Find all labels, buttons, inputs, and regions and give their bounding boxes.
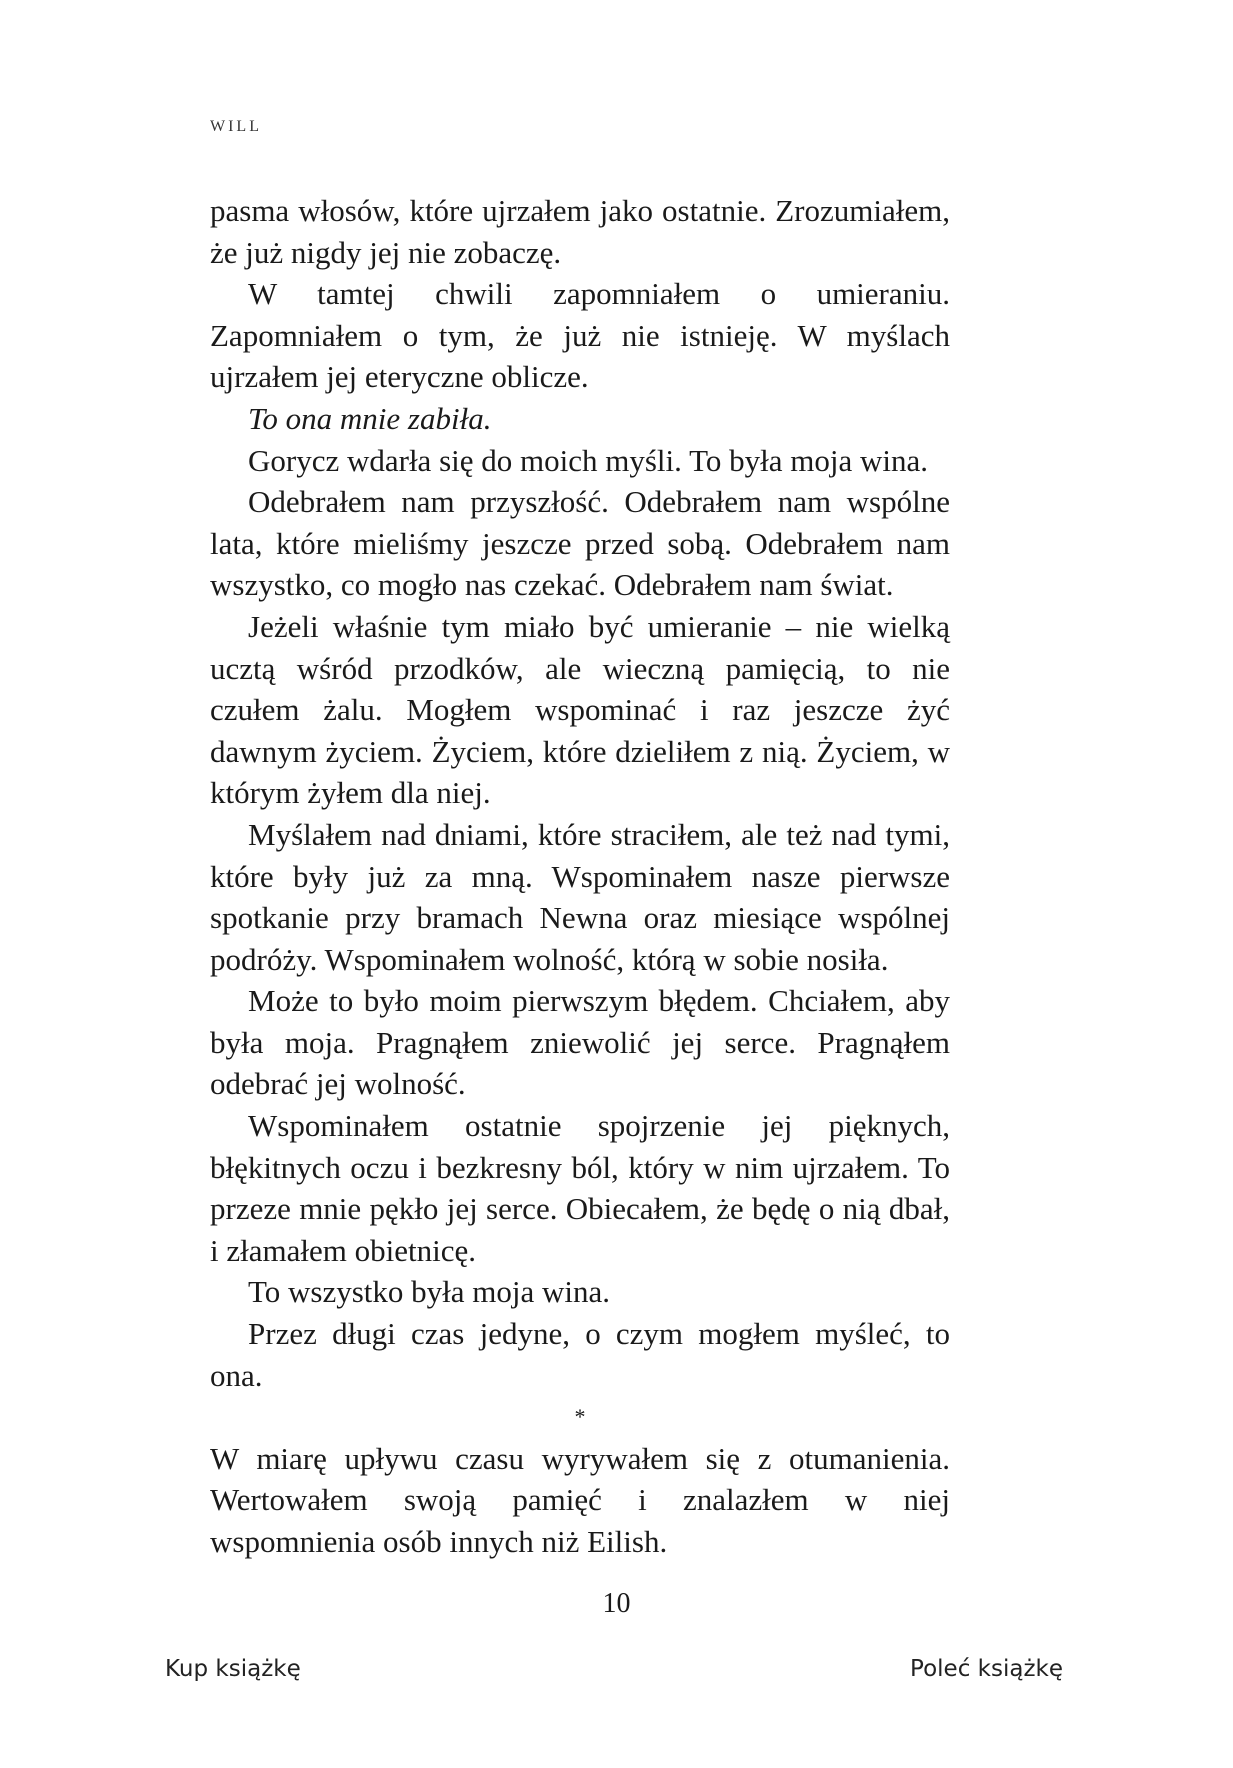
paragraph: Myślałem nad dniami, które straciłem, ale też nad tymi, które były już za mną. Wspominałem nasze pierwsze spotkanie przy bramach Newna oraz miesiące wspólnej podróży. Wspominałem wolność, którą w sobie nosiła. [210, 816, 950, 977]
running-head: WILL [210, 118, 262, 135]
section-break-star: * [574, 1404, 586, 1430]
paragraph: Jeżeli właśnie tym miało być umieranie – nie wielką ucztą wśród przodków, ale wieczną pamięcią, to nie czułem żalu. Mogłem wspominać i raz jeszcze żyć dawnym życiem. Życiem, które dzieliłem z nią. Życiem, w którym żyłem dla niej. [210, 608, 950, 811]
page-number: 10 [602, 1588, 631, 1619]
paragraph: W tamtej chwili zapomniałem o umieraniu. Zapomniałem o tym, że już nie istnieję. W myślach ujrzałem jej eteryczne oblicze. [210, 276, 950, 395]
body-text [210, 190, 950, 1563]
paragraph: W miarę upływu czasu wyrywałem się z otumanienia. Wertowałem swoją pamięć i znalazłem w niej wspomnienia osób innych niż Eilish. [210, 1440, 950, 1559]
paragraph: Odebrałem nam przyszłość. Odebrałem nam wspólne lata, które mieliśmy jeszcze przed sobą. Odebrałem nam wszystko, co mogło nas czekać. Odebrałem nam świat. [210, 484, 950, 603]
paragraph: Wspominałem ostatnie spojrzenie jej pięknych, błękitnych oczu i bezkresny ból, który w nim ujrzałem. To przeze mnie pękło jej serce. Obiecałem, że będę o nią dbał, i złamałem obietnicę. [210, 1108, 950, 1268]
paragraph: Przez długi czas jedyne, o czym mogłem myśleć, to ona. [210, 1316, 950, 1393]
buy-book-link[interactable]: Kup książkę [165, 1656, 301, 1682]
paragraph: Może to było moim pierwszym błędem. Chciałem, aby była moja. Pragnąłem zniewolić jej serce. Pragnąłem odebrać jej wolność. [210, 983, 950, 1102]
recommend-book-link[interactable]: Poleć książkę [910, 1656, 1063, 1682]
paragraph-italic: To ona mnie zabiła. [248, 400, 492, 436]
paragraph: Gorycz wdarła się do moich myśli. To była moja wina. [248, 442, 928, 478]
paragraph: pasma włosów, które ujrzałem jako ostatnie. Zrozumiałem, że już nigdy jej nie zobaczę. [210, 193, 950, 270]
paragraph: To wszystko była moja wina. [248, 1274, 611, 1310]
